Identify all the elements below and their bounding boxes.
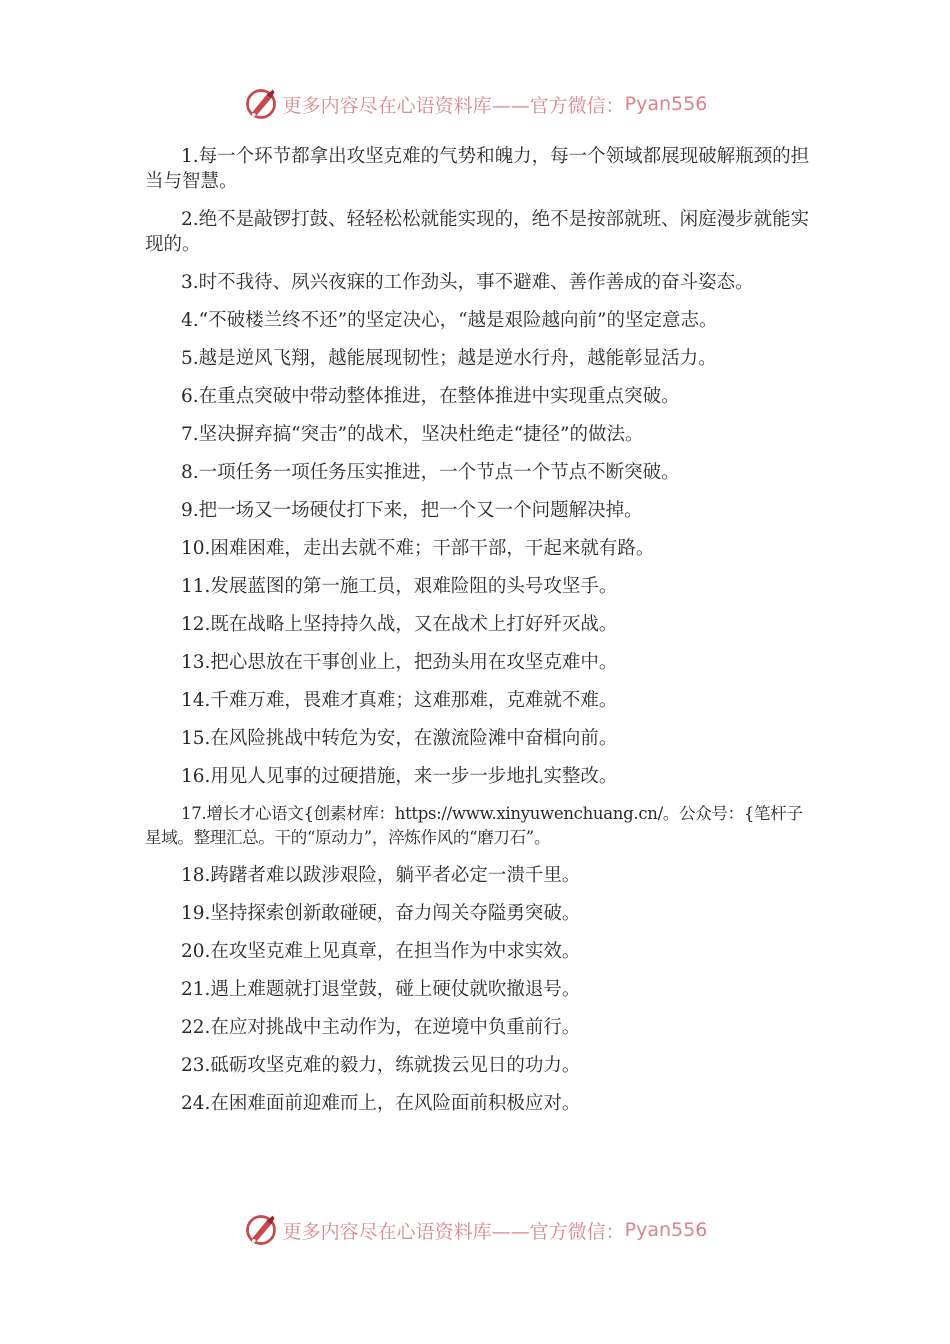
- header-banner: [0, 84, 950, 124]
- pen-logo-icon: [243, 86, 279, 122]
- list-item: 21.遇上难题就打退堂鼓，碰上硬仗就吹撤退号。: [181, 979, 581, 1000]
- banner-text: 更多内容尽在心语资料库——官方微信：: [282, 1220, 625, 1243]
- list-item: 5.越是逆风飞翔，越能展现韧性；越是逆水行舟，越能彰显活力。: [181, 348, 717, 369]
- list-item: 20.在攻坚克难上见真章，在担当作为中求实效。: [181, 941, 581, 962]
- document-body: [145, 144, 815, 1116]
- list-item: 12.既在战略上坚持持久战，又在战术上打好歼灭战。: [181, 614, 618, 635]
- list-item: 9.把一场又一场硬仗打下来，把一个又一个问题解决掉。: [181, 500, 643, 521]
- list-item: 2.绝不是敲锣打鼓、轻轻松松就能实现的，绝不是按部就班、闲庭漫步就能实现的。: [145, 209, 810, 255]
- pen-logo-icon: [243, 1212, 279, 1248]
- banner-text: 更多内容尽在心语资料库——官方微信：: [282, 94, 625, 117]
- list-item: 23.砥砺攻坚克难的毅力，练就拨云见日的功力。: [181, 1055, 581, 1076]
- list-item: 6.在重点突破中带动整体推进，在整体推进中实现重点突破。: [181, 386, 680, 407]
- list-item: 4.“不破楼兰终不还”的坚定决心，“越是艰险越向前”的坚定意志。: [181, 310, 718, 331]
- list-item: 11.发展蓝图的第一施工员，艰难险阻的头号攻坚手。: [181, 576, 618, 597]
- list-item: 18.踌躇者难以跋涉艰险，躺平者必定一溃千里。: [181, 865, 581, 886]
- list-item: 14.千难万难，畏难才真难；这难那难，克难就不难。: [181, 690, 618, 711]
- list-item: 10.困难困难，走出去就不难；干部干部，干起来就有路。: [181, 538, 655, 559]
- list-item: 17.增长才心语文{创素材库：https://www.xinyuwenchuang.cn/。公众号：{笔杆子星域。整理汇总。干的“原动力”，淬炼作风的“磨刀石”。: [145, 804, 803, 847]
- wechat-id: Pyan556: [624, 1219, 708, 1241]
- list-item: 15.在风险挑战中转危为安，在激流险滩中奋楫向前。: [181, 728, 618, 749]
- list-item: 1.每一个环节都拿出攻坚克难的气势和魄力，每一个领域都展现破解瓶颈的担当与智慧。: [145, 146, 810, 192]
- list-item: 13.把心思放在干事创业上，把劲头用在攻坚克难中。: [181, 652, 618, 673]
- list-item: 22.在应对挑战中主动作为，在逆境中负重前行。: [181, 1017, 581, 1038]
- list-item: 19.坚持探索创新敢碰硬，奋力闯关夺隘勇突破。: [181, 903, 581, 924]
- footer-banner: [0, 1210, 950, 1250]
- list-item: 24.在困难面前迎难而上，在风险面前积极应对。: [181, 1093, 581, 1114]
- list-item: 16.用见人见事的过硬措施，来一步一步地扎实整改。: [181, 766, 618, 787]
- list-item: 7.坚决摒弃搞“突击”的战术，坚决杜绝走“捷径”的做法。: [181, 424, 644, 445]
- list-item: 3.时不我待、夙兴夜寐的工作劲头，事不避难、善作善成的奋斗姿态。: [181, 272, 754, 293]
- list-item: 8.一项任务一项任务压实推进，一个节点一个节点不断突破。: [181, 462, 680, 483]
- wechat-id: Pyan556: [624, 93, 708, 115]
